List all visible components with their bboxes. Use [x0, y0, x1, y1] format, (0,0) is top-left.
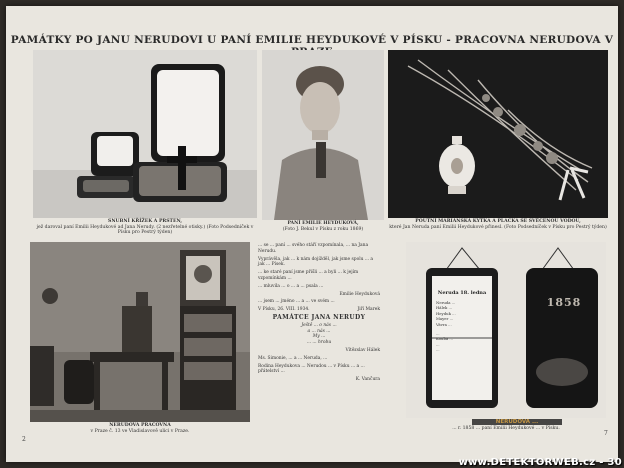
article-para-2: Vyprávěla, jak ... k nám dojížděl, jak jsme spolu ... a jak ... Písek. — [258, 256, 374, 268]
booklet-year: 1858 — [546, 296, 582, 309]
booklet-line: Heyduk ... — [436, 310, 456, 316]
article-para-5: ... jsem ... jméno ... a ... ve svém ... — [258, 299, 335, 305]
poem-line: ... ... hrobu — [306, 340, 332, 346]
booklet-line: Neruda ... — [436, 300, 456, 305]
caption-flowers — [388, 219, 608, 230]
caption-study-room — [30, 423, 250, 434]
booklet-line: ... — [436, 341, 440, 347]
flowers-illustration — [388, 50, 608, 218]
page-number-left: 2 — [22, 436, 26, 443]
caption-flowers-body: které Jan Neruda paní Emilii Heydukové přinesl. (Foto Podsedníček v Písku pro Pestrý týden) — [389, 224, 607, 230]
booklet-line: Hálek ... — [436, 305, 453, 311]
magazine-page — [6, 6, 618, 462]
article-column — [258, 243, 380, 453]
caption-portrait-head: PANÍ EMILIE HEYDUKOVÁ, — [287, 221, 359, 226]
article-signature-1: Emilie Heyduková — [339, 291, 380, 297]
booklet-line: ... — [436, 331, 440, 337]
article-para-1: ... se ... paní ... svého stáří vzpomínala, ... na Jana Nerudu. — [258, 243, 369, 254]
photo-study-room — [30, 242, 250, 422]
photo-ring-box — [33, 50, 257, 218]
article-heading: PAMÁTCE JANA NERUDY — [272, 313, 366, 321]
article-date-text: V Písku, 26. VIII. 1934. — [258, 307, 310, 313]
article-para-7: Rodina Heydukova ... Nerudou ... v Písku ... a ... přátelství ... — [258, 363, 365, 375]
poem-author: Vítězslav Hálek — [345, 347, 380, 353]
portrait-illustration — [262, 50, 384, 220]
study-room-illustration — [30, 242, 250, 422]
caption-study-body: v Praze č. 13 ve Vladislavově ulici v Praze. — [90, 428, 190, 434]
caption-ring-box-body: jež daroval paní Emilii Heydukové ad Jana Nerudy. (2 nezřetelné otisky.) (Foto Podsedníček v Písku pro Pestrý týden) — [36, 224, 254, 236]
page-title: PAMÁTKY PO JANU NERUDOVI U PANÍ EMILIE HEYDUKOVÉ V PÍSKU - PRACOVNA NERUDOVA V — [10, 34, 614, 46]
caption-portrait-body: (Foto J. Bekul v Písku z roku 1869) — [282, 226, 364, 232]
booklet-line: Vávra ... — [436, 321, 452, 327]
article-date — [258, 307, 380, 313]
article-signature-3: K. Vančura — [355, 377, 380, 383]
poem-line: My ... — [312, 334, 326, 340]
article-para-6: Ms. Simonie, ... a ... Neruda, ... — [258, 355, 328, 361]
ring-box-illustration — [33, 50, 257, 218]
caption-portrait — [262, 221, 384, 232]
photo-portrait — [262, 50, 384, 220]
photo-flowers — [388, 50, 608, 218]
poem-line: Ještě ... o nás ... — [301, 322, 337, 328]
poem-line: a ... nás ... — [307, 328, 331, 334]
article-para-4: ... mluvila ... o ... a ... psala ... — [258, 283, 324, 289]
booklet-heading: Neruda 18. ledna — [437, 290, 487, 296]
booklet-overlay-label: NERUDOVA ... — [472, 419, 562, 425]
booklet-line: Kouba ... — [436, 336, 453, 342]
caption-booklet-body: ... r. 1858 ... paní Emilii Heydukové ... v Písku. — [452, 426, 560, 431]
article-poem — [258, 323, 380, 346]
booklet-lines — [436, 300, 490, 353]
booklet-line: Mayer ... — [436, 316, 454, 322]
caption-flowers-head: POUTNÍ MARIÁNSKÁ KYTKA A PLACKA SE SVĚCENOU VODOU, — [415, 219, 581, 224]
page-number-right: 7 — [604, 430, 608, 437]
caption-study-head: NERUDOVA PRACOVNA — [109, 423, 171, 428]
booklet-line: ... — [436, 347, 440, 353]
watermark: www.DETEKTORWEB.cz - 30 — [458, 457, 622, 468]
caption-booklet — [406, 426, 606, 432]
article-para-3: ... ke staré paní jsme přišli ... a byli ... k jejím vzpomínkám ... — [258, 270, 359, 281]
article-signature-2: Jiří Marek — [357, 307, 380, 313]
caption-ring-box — [33, 219, 257, 236]
caption-ring-box-head: SNUBNÍ KŘÍŽEK A PRSTEN, — [108, 219, 182, 224]
